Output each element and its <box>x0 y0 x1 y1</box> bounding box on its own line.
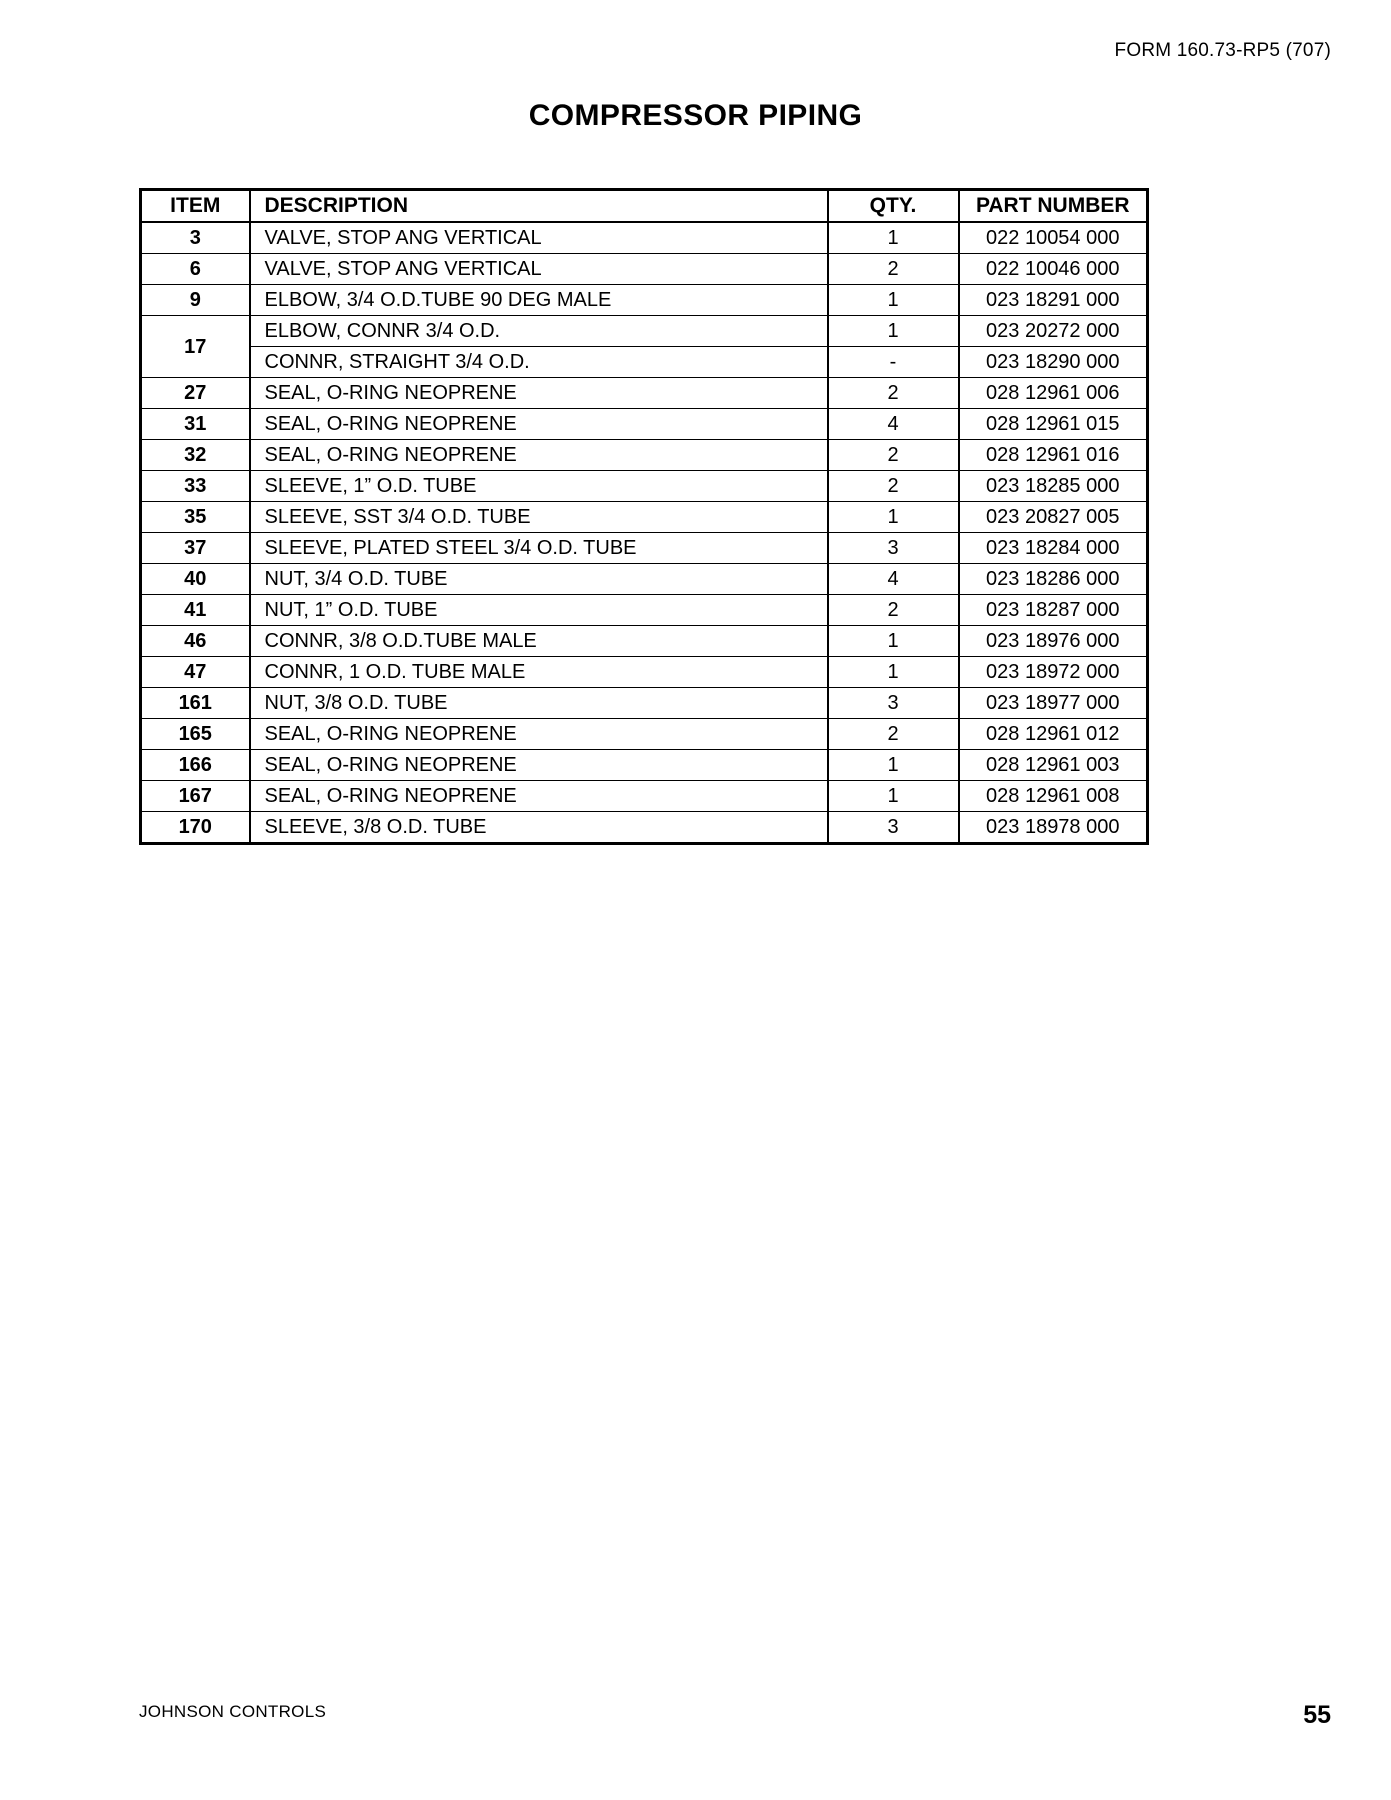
cell-part-number: 023 18978 000 <box>959 812 1148 844</box>
footer-company: JOHNSON CONTROLS <box>139 1702 327 1721</box>
cell-qty: - <box>828 347 959 378</box>
parts-table-container <box>139 188 1146 845</box>
table-row <box>141 502 1148 533</box>
cell-description: ELBOW, 3/4 O.D.TUBE 90 DEG MALE <box>250 285 828 316</box>
cell-description: SEAL, O-RING NEOPRENE <box>250 440 828 471</box>
cell-qty: 3 <box>828 812 959 844</box>
table-header <box>141 190 1148 223</box>
cell-item: 170 <box>141 812 250 844</box>
table-row <box>141 781 1148 812</box>
column-header-part-number: PART NUMBER <box>959 190 1148 223</box>
cell-qty: 3 <box>828 688 959 719</box>
cell-description: CONNR, STRAIGHT 3/4 O.D. <box>250 347 828 378</box>
cell-part-number: 023 18284 000 <box>959 533 1148 564</box>
cell-item: 9 <box>141 285 250 316</box>
table-row <box>141 564 1148 595</box>
cell-part-number: 023 18287 000 <box>959 595 1148 626</box>
table-row <box>141 595 1148 626</box>
table-row <box>141 347 1148 378</box>
cell-qty: 1 <box>828 657 959 688</box>
table-header-row <box>141 190 1148 223</box>
cell-item: 3 <box>141 222 250 254</box>
cell-qty: 1 <box>828 222 959 254</box>
cell-description: SEAL, O-RING NEOPRENE <box>250 409 828 440</box>
cell-item: 40 <box>141 564 250 595</box>
table-row <box>141 750 1148 781</box>
cell-description: SLEEVE, PLATED STEEL 3/4 O.D. TUBE <box>250 533 828 564</box>
cell-item: 32 <box>141 440 250 471</box>
cell-qty: 1 <box>828 316 959 347</box>
cell-item: 47 <box>141 657 250 688</box>
cell-item: 6 <box>141 254 250 285</box>
table-row <box>141 440 1148 471</box>
cell-description: CONNR, 3/8 O.D.TUBE MALE <box>250 626 828 657</box>
footer-page-number: 55 <box>1303 1701 1331 1729</box>
cell-qty: 1 <box>828 502 959 533</box>
cell-description: NUT, 3/8 O.D. TUBE <box>250 688 828 719</box>
table-row <box>141 719 1148 750</box>
cell-item: 17 <box>141 316 250 378</box>
cell-item: 35 <box>141 502 250 533</box>
cell-qty: 1 <box>828 781 959 812</box>
cell-description: CONNR, 1 O.D. TUBE MALE <box>250 657 828 688</box>
cell-description: VALVE, STOP ANG VERTICAL <box>250 222 828 254</box>
cell-description: SLEEVE, 3/8 O.D. TUBE <box>250 812 828 844</box>
cell-item: 166 <box>141 750 250 781</box>
table-row <box>141 688 1148 719</box>
cell-item: 161 <box>141 688 250 719</box>
cell-qty: 2 <box>828 595 959 626</box>
parts-table <box>139 188 1149 845</box>
cell-item: 46 <box>141 626 250 657</box>
cell-description: SLEEVE, SST 3/4 O.D. TUBE <box>250 502 828 533</box>
table-row <box>141 254 1148 285</box>
cell-qty: 2 <box>828 254 959 285</box>
cell-qty: 2 <box>828 471 959 502</box>
cell-part-number: 023 18972 000 <box>959 657 1148 688</box>
table-row <box>141 378 1148 409</box>
cell-part-number: 022 10046 000 <box>959 254 1148 285</box>
cell-part-number: 028 12961 006 <box>959 378 1148 409</box>
cell-qty: 4 <box>828 564 959 595</box>
cell-qty: 1 <box>828 626 959 657</box>
table-row <box>141 316 1148 347</box>
cell-item: 27 <box>141 378 250 409</box>
table-row <box>141 533 1148 564</box>
cell-description: SEAL, O-RING NEOPRENE <box>250 719 828 750</box>
cell-part-number: 023 18290 000 <box>959 347 1148 378</box>
cell-part-number: 028 12961 003 <box>959 750 1148 781</box>
cell-qty: 2 <box>828 440 959 471</box>
cell-part-number: 023 18977 000 <box>959 688 1148 719</box>
cell-item: 167 <box>141 781 250 812</box>
cell-description: ELBOW, CONNR 3/4 O.D. <box>250 316 828 347</box>
cell-part-number: 028 12961 015 <box>959 409 1148 440</box>
cell-description: NUT, 3/4 O.D. TUBE <box>250 564 828 595</box>
cell-qty: 3 <box>828 533 959 564</box>
table-row <box>141 812 1148 844</box>
cell-qty: 1 <box>828 285 959 316</box>
cell-item: 41 <box>141 595 250 626</box>
cell-description: VALVE, STOP ANG VERTICAL <box>250 254 828 285</box>
table-body <box>141 222 1148 844</box>
table-row <box>141 657 1148 688</box>
cell-part-number: 023 18976 000 <box>959 626 1148 657</box>
cell-description: NUT, 1” O.D. TUBE <box>250 595 828 626</box>
cell-part-number: 023 18286 000 <box>959 564 1148 595</box>
cell-qty: 2 <box>828 719 959 750</box>
table-row <box>141 222 1148 254</box>
cell-qty: 2 <box>828 378 959 409</box>
cell-item: 33 <box>141 471 250 502</box>
table-row <box>141 626 1148 657</box>
page-title: COMPRESSOR PIPING <box>528 99 863 132</box>
cell-item: 31 <box>141 409 250 440</box>
cell-qty: 1 <box>828 750 959 781</box>
cell-part-number: 028 12961 008 <box>959 781 1148 812</box>
cell-part-number: 023 20827 005 <box>959 502 1148 533</box>
cell-part-number: 028 12961 016 <box>959 440 1148 471</box>
cell-item: 165 <box>141 719 250 750</box>
table-row <box>141 471 1148 502</box>
cell-part-number: 023 18285 000 <box>959 471 1148 502</box>
table-row <box>141 409 1148 440</box>
cell-part-number: 022 10054 000 <box>959 222 1148 254</box>
cell-qty: 4 <box>828 409 959 440</box>
cell-description: SEAL, O-RING NEOPRENE <box>250 750 828 781</box>
cell-description: SLEEVE, 1” O.D. TUBE <box>250 471 828 502</box>
form-code-header: FORM 160.73-RP5 (707) <box>1114 40 1331 61</box>
table-row <box>141 285 1148 316</box>
cell-description: SEAL, O-RING NEOPRENE <box>250 781 828 812</box>
cell-item: 37 <box>141 533 250 564</box>
column-header-qty: QTY. <box>828 190 959 223</box>
column-header-item: ITEM <box>141 190 250 223</box>
cell-part-number: 028 12961 012 <box>959 719 1148 750</box>
column-header-description: DESCRIPTION <box>250 190 828 223</box>
cell-part-number: 023 20272 000 <box>959 316 1148 347</box>
cell-description: SEAL, O-RING NEOPRENE <box>250 378 828 409</box>
cell-part-number: 023 18291 000 <box>959 285 1148 316</box>
